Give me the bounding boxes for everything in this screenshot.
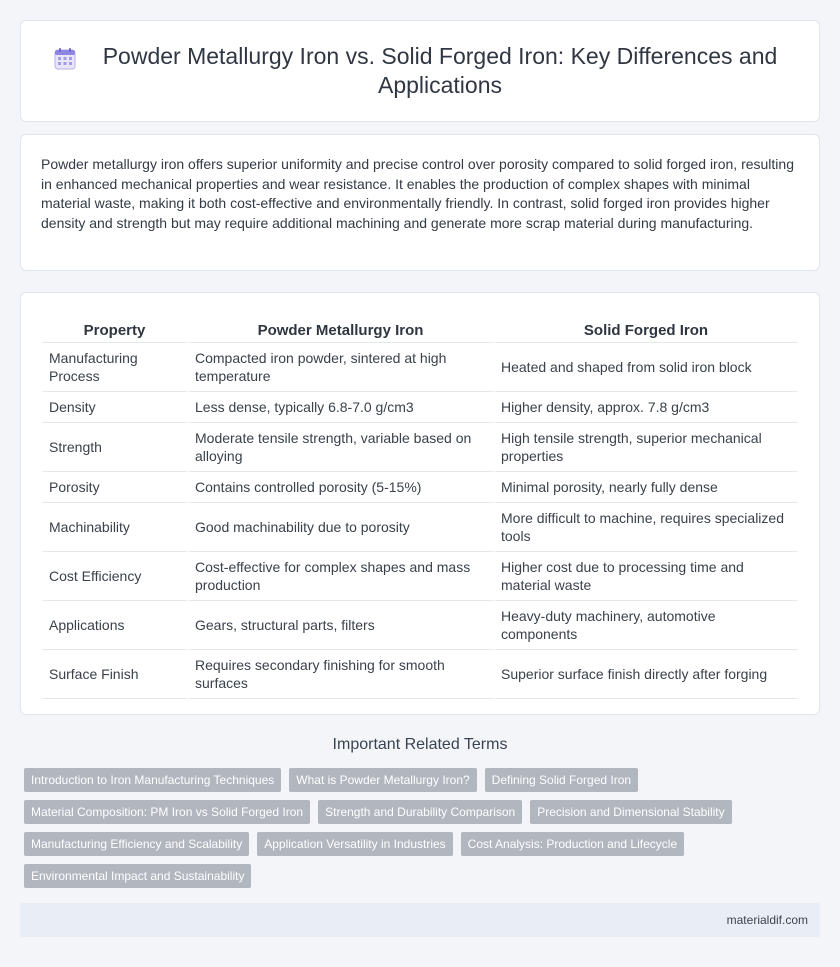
cell-property: Machinability [43,503,189,552]
related-term-tag[interactable]: Application Versatility in Industries [257,832,452,856]
cell-powder-metallurgy: Gears, structural parts, filters [189,601,495,650]
cell-property: Porosity [43,472,189,503]
header-solid-forged: Solid Forged Iron [495,313,797,343]
table-row [43,423,797,472]
related-term-tag[interactable]: Environmental Impact and Sustainability [24,864,251,888]
cell-property: Cost Efficiency [43,552,189,601]
footer-site-link[interactable]: materialdif.com [726,913,808,927]
cell-property: Density [43,392,189,423]
related-term-tag[interactable]: Introduction to Iron Manufacturing Techniques [24,768,281,792]
cell-powder-metallurgy: Compacted iron powder, sintered at high temperature [189,343,495,392]
cell-solid-forged: Higher density, approx. 7.8 g/cm3 [495,392,797,423]
table-row [43,552,797,601]
intro-paragraph: Powder metallurgy iron offers superior uniformity and precise control over porosity compared to solid forged iron, resulting in enhanced mechanical properties and wear resistance. It enables the production of complex shapes with minimal material waste, making it both cost-effective and environmentally friendly. In contrast, solid forged iron provides higher density and strength but may require additional machining and generate more scrap material during manufacturing. [41,156,794,231]
cell-powder-metallurgy: Cost-effective for complex shapes and mass production [189,552,495,601]
intro-card [20,134,820,271]
related-terms-title: Important Related Terms [332,736,508,753]
related-term-tag[interactable]: Defining Solid Forged Iron [485,768,638,792]
cell-solid-forged: Minimal porosity, nearly fully dense [495,472,797,503]
comparison-table [43,313,797,699]
cell-powder-metallurgy: Requires secondary finishing for smooth surfaces [189,650,495,699]
table-row [43,650,797,699]
cell-powder-metallurgy: Good machinability due to porosity [189,503,495,552]
table-row [43,601,797,650]
cell-property: Surface Finish [43,650,189,699]
related-term-tag[interactable]: What is Powder Metallurgy Iron? [289,768,476,792]
cell-solid-forged: Superior surface finish directly after forging [495,650,797,699]
cell-solid-forged: Heated and shaped from solid iron block [495,343,797,392]
table-header-row [43,313,797,343]
table-row [43,503,797,552]
related-term-tag[interactable]: Cost Analysis: Production and Lifecycle [461,832,684,856]
cell-powder-metallurgy: Moderate tensile strength, variable based on alloying [189,423,495,472]
cell-powder-metallurgy: Contains controlled porosity (5-15%) [189,472,495,503]
header-powder-metallurgy: Powder Metallurgy Iron [189,313,495,343]
cell-powder-metallurgy: Less dense, typically 6.8-7.0 g/cm3 [189,392,495,423]
cell-property: Strength [43,423,189,472]
related-term-tag[interactable]: Material Composition: PM Iron vs Solid Forged Iron [24,800,310,824]
related-term-tag[interactable]: Strength and Durability Comparison [318,800,522,824]
cell-property: Applications [43,601,189,650]
header-property: Property [43,313,189,343]
cell-solid-forged: More difficult to machine, requires specialized tools [495,503,797,552]
cell-solid-forged: Higher cost due to processing time and material waste [495,552,797,601]
table-row [43,343,797,392]
related-term-tag[interactable]: Precision and Dimensional Stability [530,800,731,824]
footer [20,903,820,937]
related-term-tag[interactable]: Manufacturing Efficiency and Scalability [24,832,249,856]
cell-property: Manufacturing Process [43,343,189,392]
cell-solid-forged: Heavy-duty machinery, automotive components [495,601,797,650]
page-title: Powder Metallurgy Iron vs. Solid Forged Iron: Key Differences and Applications [102,43,778,98]
comparison-table-card [20,292,820,715]
related-terms-list [24,768,820,888]
header-card [20,20,820,122]
table-row [43,392,797,423]
table-row [43,472,797,503]
cell-solid-forged: High tensile strength, superior mechanical properties [495,423,797,472]
